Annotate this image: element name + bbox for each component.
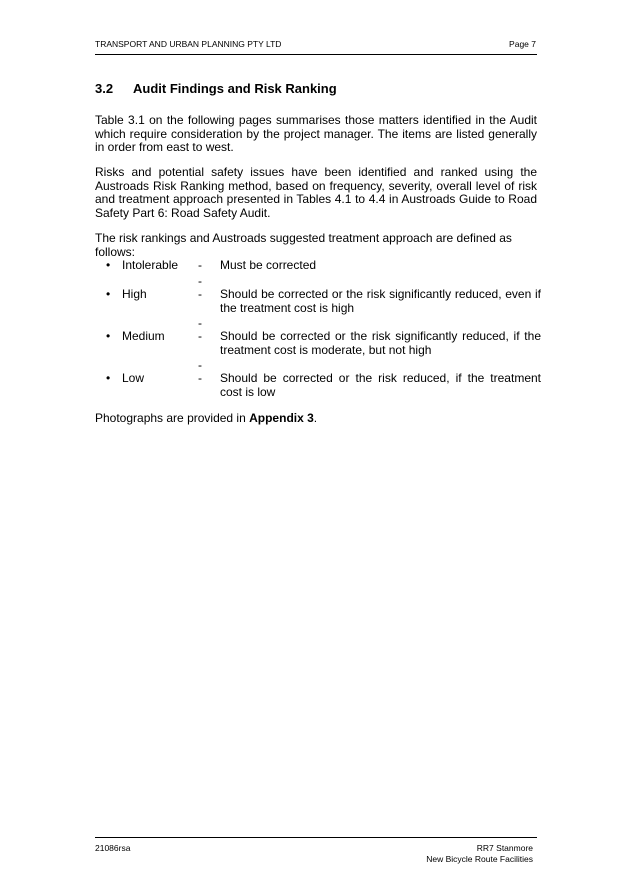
appendix-reference: Appendix 3: [249, 411, 314, 425]
intro-paragraph: Table 3.1 on the following pages summarises those matters identified in the Audit which require consideration by the project manager. The items are listed generally in order from east to west.: [95, 113, 537, 154]
project-subtitle: New Bicycle Route Facilities: [426, 854, 533, 864]
separator-dash: -: [198, 329, 202, 343]
section-heading: [95, 81, 337, 96]
page-number: Page 7: [509, 39, 536, 49]
risk-method-paragraph: Risks and potential safety issues have been identified and ranked using the Austroads Risk Ranking method, based on frequency, severity, overall level of risk and treatment approach presented in Tables 4.1 to 4.4 in Austroads Guide to Road Safety Part 6: Road Safety Audit.: [95, 165, 537, 220]
separator-dash: -: [198, 316, 202, 330]
footer-project-info: [426, 843, 533, 865]
page-header: [95, 38, 537, 55]
photographs-suffix: .: [313, 411, 318, 425]
photographs-prefix: Photographs are provided in: [95, 411, 250, 425]
project-name: RR7 Stanmore: [476, 843, 533, 853]
risk-description: Must be corrected: [220, 258, 317, 272]
bullet: •: [106, 371, 111, 385]
risk-description: Should be corrected or the risk significantly reduced, if the treatment cost is moderate, but not high: [220, 329, 541, 357]
separator-dash: -: [198, 371, 202, 385]
separator-dash: -: [198, 258, 202, 272]
risk-name: High: [122, 287, 147, 301]
bullet: •: [106, 329, 111, 343]
separator-dash: -: [198, 358, 202, 372]
company-name: TRANSPORT AND URBAN PLANNING PTY LTD: [95, 39, 282, 49]
risk-description: Should be corrected or the risk reduced, if the treatment cost is low: [220, 371, 541, 399]
risk-ranking-list: [95, 257, 541, 407]
page-footer: [95, 837, 537, 864]
risk-name: Low: [122, 371, 145, 385]
photographs-note: [95, 411, 317, 425]
bullet: •: [106, 258, 111, 272]
separator-dash: -: [198, 287, 202, 301]
section-number: 3.2: [95, 81, 114, 96]
document-reference: 21086rsa: [95, 843, 131, 853]
risk-description: Should be corrected or the risk significantly reduced, even if the treatment cost is high: [220, 287, 541, 315]
risk-name: Intolerable: [122, 258, 179, 272]
bullet: •: [106, 287, 111, 301]
section-title: Audit Findings and Risk Ranking: [133, 81, 337, 96]
risk-name: Medium: [122, 329, 165, 343]
separator-dash: -: [198, 274, 202, 288]
definitions-intro: The risk rankings and Austroads suggested treatment approach are defined as follows:: [95, 231, 512, 259]
